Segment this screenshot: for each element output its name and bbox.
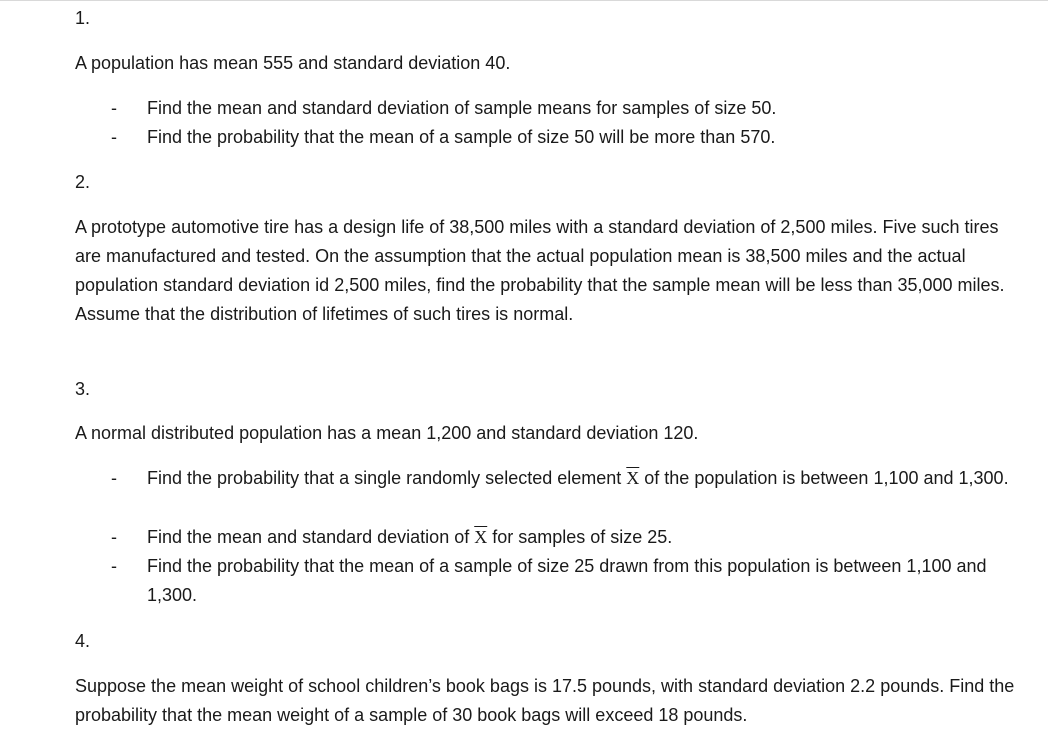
bullet-dash: - xyxy=(111,556,117,576)
bullet-text xyxy=(147,464,1017,493)
bullet-text-end: for samples of size 25. xyxy=(487,527,673,547)
bullet-dash: - xyxy=(111,98,117,118)
bullet-text-start: Find the mean and standard deviation of xyxy=(147,527,475,547)
bullet-text xyxy=(147,523,1017,552)
problem-2-number: 2. xyxy=(75,172,91,192)
problem-1-number: 1. xyxy=(75,8,91,28)
bullet-text: Find the probability that the mean of a sample of size 50 will be more than 570. xyxy=(147,127,776,147)
problem-2-statement: A prototype automotive tire has a design life of 38,500 miles with a standard deviation of 2,500 miles. Five such tires are manufactured and tested. On the assumption that the actual population mean is 38,500 miles and the actual population standard deviation id 2,500 miles, find the probability that the sample mean will be less than 35,000 miles. Assume that the distribution of lifetimes of such tires is normal. xyxy=(75,217,1005,324)
problem-4-number: 4. xyxy=(75,631,91,651)
bullet-text-end: of the population is between 1,100 and 1,300. xyxy=(639,468,1009,488)
x-bar-symbol: $\overline{X}$ xyxy=(626,468,640,488)
bullet-dash: - xyxy=(111,527,117,547)
problem-3-number: 3. xyxy=(75,379,91,399)
problem-1-statement: A population has mean 555 and standard deviation 40. xyxy=(75,53,511,73)
bullet-text-start: Find the probability that a single randomly selected element xyxy=(147,468,627,488)
x-bar-symbol: $\overline{X}$ xyxy=(474,527,488,547)
problem-4-statement: Suppose the mean weight of school children’s book bags is 17.5 pounds, with standard deviation 2.2 pounds. Find the probability that the mean weight of a sample of 30 book bags will exceed 18 pounds. xyxy=(75,676,1015,725)
bullet-dash: - xyxy=(111,468,117,488)
page-top-border xyxy=(0,0,1048,1)
problem-3-statement: A normal distributed population has a mean 1,200 and standard deviation 120. xyxy=(75,423,699,443)
bullet-dash: - xyxy=(111,127,117,147)
bullet-text: Find the mean and standard deviation of sample means for samples of size 50. xyxy=(147,98,777,118)
bullet-text: Find the probability that the mean of a sample of size 25 drawn from this population is between 1,100 and 1,300. xyxy=(147,556,987,605)
